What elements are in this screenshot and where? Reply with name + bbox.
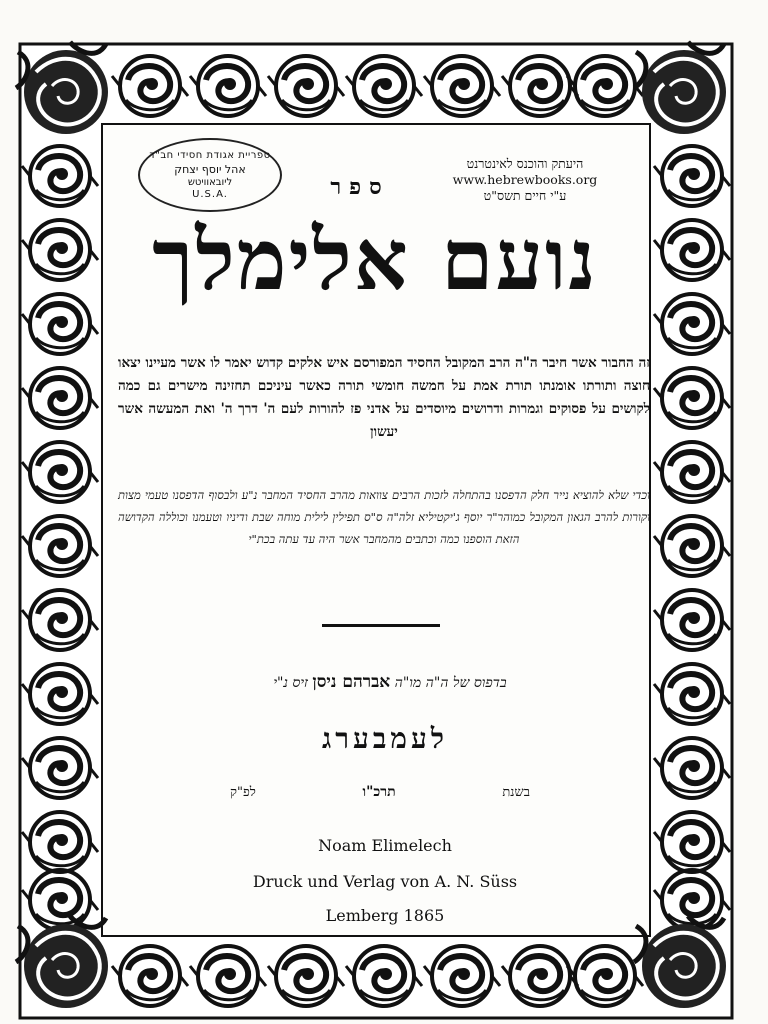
stamp-line-2: אהל יוסף יצחק (174, 163, 246, 176)
description-paragraph: זה החבור אשר חיבר ה"ה הרב המקובל החסיד המפורסם איש אלקים קדוש יאמר לו אשר מעיינו יצאו חוצה ותורתו אומנתו תורת אמת על חמשה חומשי תורה כאשר עיניכם תחזינה מישרים גם כמה לקושים על פסוקים וגמרות ודרושים מיוסדים על אדני פז להורות לעם ה' דרך ה' ואת המעשה אשר יעשון (118, 355, 650, 440)
hebrewbooks-line-3: ע"י חיים תשס"ט (483, 188, 567, 203)
stamp-line-3: ליובאוויטש (187, 177, 233, 188)
library-stamp (138, 138, 282, 212)
stamp-line-1: ספריית אגודת חסידי חב"ד (149, 150, 271, 161)
year-row (230, 784, 530, 801)
latin-publisher: Druck und Verlag von A. N. Süss (252, 872, 518, 891)
year-suffix: לפ"ק (230, 785, 256, 800)
stamp-line-4: U.S.A. (192, 189, 228, 200)
year-hebrew: תרכ"ו (362, 784, 396, 800)
contents-paragraph: וכדי שלא להוציא נייר חלק הדפסנו בהתחלה לזכות הרבים צוואות מהרב החסיד המחבר נ"ע ולבסוף הדפסנו טעמי מצות וקורות להרב הגאון המקובל כמוהר"ר יוסף ג'יקטיליא זלה"ה ס"ס תפילין לילית מוחה שבת ודיניו וטעמנו וכוללה הקדושה הזאת הוספנו כמה וכתבים מהמחבר אשר היה עד עתה בכת"י (118, 488, 650, 546)
book-title: נועם אלימלך (152, 210, 598, 309)
divider-rule (322, 624, 440, 627)
city-hebrew: לעמבערג (322, 722, 448, 755)
hebrewbooks-credit (440, 156, 610, 204)
latin-place-year: Lemberg 1865 (325, 906, 445, 925)
printer-line (200, 672, 580, 692)
hebrewbooks-url[interactable]: www.hebrewbooks.org (452, 172, 598, 187)
printer-suffix: זיס נ"י (273, 675, 308, 691)
hebrewbooks-line-1: היעתק והוכנס לאינטרנט (466, 156, 584, 171)
printer-prefix: בדפוס של ה"ה מו"ה (394, 675, 507, 691)
year-prefix: בשנת (502, 785, 530, 800)
printer-name: אברהם ניסן (312, 672, 391, 692)
sefer-label: ספר (330, 174, 390, 200)
latin-title: Noam Elimelech (318, 836, 452, 855)
